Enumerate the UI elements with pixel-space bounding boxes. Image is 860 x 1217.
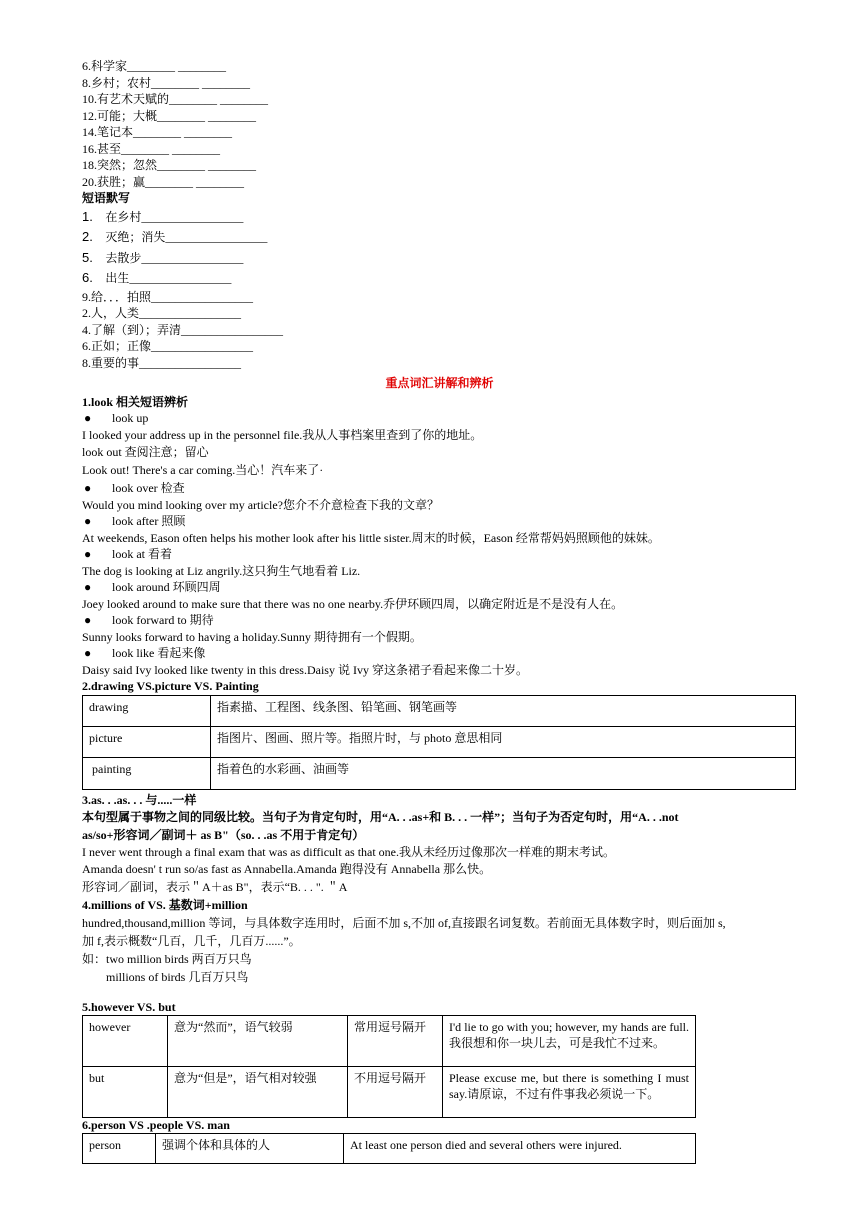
s3-example: I never went through a final exam that was as difficult as that one.我从未经历过像那次一样难的期末考试。	[82, 845, 616, 859]
s1-item: Look out! There's a car coming.当心！汽车来了·	[82, 463, 324, 477]
s1-item: The dog is looking at Liz angrily.这只狗生气地看着 Liz.	[82, 563, 361, 578]
s1-item: ● look forward to 期待	[84, 613, 214, 627]
table-cell: At least one person died and several others were injured.	[344, 1134, 696, 1164]
phrase-item: 4.了解（到）；弄清_________________	[82, 322, 284, 337]
s1-item: I looked your address up in the personnel file.我从人事档案里查到了你的地址。	[82, 427, 483, 442]
s1-item: Joey looked around to make sure that there was no one nearby.乔伊环顾四周，以确定附近是不是没有人在。	[82, 596, 624, 611]
table-cell: 意为“然而”，语气较弱	[168, 1016, 348, 1067]
table-cell: 强调个体和具体的人	[156, 1134, 344, 1164]
table-row	[83, 726, 796, 757]
table-row	[83, 695, 796, 726]
s6-table	[82, 1133, 696, 1164]
table-row	[83, 1134, 696, 1164]
vocab-item: 12.可能；大概________ ________	[82, 108, 257, 123]
table-cell: person	[83, 1134, 156, 1164]
s4-text: hundred,thousand,million 等词，与具体数字连用时，后面不加 s,不加 of,直接跟名词复数。若前面无具体数字时，则后面加 s,	[82, 916, 726, 930]
s3-title: 3.as. . .as. . . 与.....一样	[82, 792, 197, 807]
s1-item: ● look up	[84, 411, 149, 425]
bullet-icon: ●	[84, 580, 92, 594]
phrase-item: 6.正如；正像_________________	[82, 339, 254, 353]
s1-item: Daisy said Ivy looked like twenty in this dress.Daisy 说 Ivy 穿这条裙子看起来像二十岁。	[82, 662, 528, 677]
s3-example: 形容词／副词，表示＂A＋as B"，表示“B. . . ". ＂A	[82, 880, 348, 894]
vocab-item: 6.科学家________ ________	[82, 59, 227, 73]
phrase-heading: 短语默写	[82, 191, 131, 205]
table-row	[83, 1016, 696, 1067]
s1-item: look out 查阅注意；留心	[82, 445, 209, 459]
vocab-item: 20.获胜；赢________ ________	[82, 174, 245, 189]
s1-item: Would you mind looking over my article?您介不介意检查下我的文章？	[82, 497, 439, 512]
phrase-item: 2.人，人类_________________	[82, 306, 242, 320]
vocab-item: 8.乡村；农村________ ________	[82, 75, 251, 90]
phrase-item: 2. 灭绝；消失_________________	[82, 229, 268, 244]
s4-example: millions of birds 几百万只鸟	[106, 970, 249, 984]
table-cell: Please excuse me, but there is something I must say.请原谅，不过有件事我必须说一下。	[443, 1067, 696, 1118]
table-cell: 常用逗号隔开	[348, 1016, 443, 1067]
s1-item: ● look like 看起来像	[84, 646, 206, 660]
s3-rule: as/so+形容词／副词＋ as B"（so. . .as 不用于肯定句）	[82, 828, 365, 842]
bullet-icon: ●	[84, 613, 92, 627]
s4-title: 4.millions of VS. 基数词+million	[82, 898, 248, 912]
bullet-icon: ●	[84, 514, 92, 528]
s1-item: ● look at 看着	[84, 547, 172, 561]
table-cell: picture	[83, 726, 211, 757]
phrase-item: 9.给．．．拍照_________________	[82, 289, 254, 304]
table-cell: I'd lie to go with you; however, my hands are full.我很想和你一块儿去，可是我忙不过来。	[443, 1016, 696, 1067]
bullet-icon: ●	[84, 547, 92, 561]
vocab-item: 10.有艺术天赋的________ ________	[82, 92, 269, 106]
s6-title: 6.person VS .people VS. man	[82, 1118, 230, 1132]
table-row	[83, 1067, 696, 1118]
s1-item: ● look after 照顾	[84, 514, 186, 528]
s5-table	[82, 1015, 696, 1118]
s3-rule: 本句型属于事物之间的同级比较。当句子为肯定句时，用“A. . .as+和 B. . . 一样”；当句子为否定句时，用“A. . .not	[82, 810, 679, 824]
s2-table	[82, 695, 796, 790]
s1-item: At weekends, Eason often helps his mother look after his little sister.周末的时候，Eason 经常帮妈妈照顾他的妹妹。	[82, 530, 660, 545]
table-cell: 意为“但是”，语气相对较强	[168, 1067, 348, 1118]
phrase-item: 5. 去散步_________________	[82, 249, 244, 265]
s3-example: Amanda doesn' t run so/as fast as Annabella.Amanda 跑得没有 Annabella 那么快。	[82, 862, 492, 876]
table-cell: however	[83, 1016, 168, 1067]
s4-text: 加 f,表示概数“几百，几千，几百万......”。	[82, 934, 301, 948]
bullet-icon: ●	[84, 481, 92, 495]
phrase-item: 8.重要的事_________________	[82, 355, 242, 370]
bullet-icon: ●	[84, 646, 92, 660]
table-cell: painting	[83, 757, 211, 789]
s2-title: 2.drawing VS.picture VS. Painting	[82, 679, 259, 693]
table-cell: 指图片、图画、照片等。指照片时，与 photo 意思相同	[211, 726, 796, 757]
vocab-item: 14.笔记本________ ________	[82, 125, 233, 139]
bullet-icon: ●	[84, 411, 92, 425]
table-cell: 指着色的水彩画、油画等	[211, 757, 796, 789]
table-cell: but	[83, 1067, 168, 1118]
table-cell: 指素描、工程图、线条图、铅笔画、钢笔画等	[211, 695, 796, 726]
vocab-list	[82, 58, 797, 190]
s1-item: Sunny looks forward to having a holiday.Sunny 期待拥有一个假期。	[82, 629, 422, 644]
spacer	[82, 986, 797, 1000]
s4-example: 如：two million birds 两百万只鸟	[82, 952, 252, 966]
s5-title: 5.however VS. but	[82, 1000, 176, 1014]
table-row	[83, 757, 796, 789]
table-cell: drawing	[83, 695, 211, 726]
phrase-list	[82, 207, 797, 372]
vocab-item: 18.突然；忽然________ ________	[82, 158, 257, 172]
s1-item: ● look over 检查	[84, 481, 185, 495]
section-title: 重点词汇讲解和辨析	[385, 376, 494, 390]
phrase-item: 6. 出生_________________	[82, 270, 232, 285]
s1-title: 1.look 相关短语辨析	[82, 394, 189, 409]
phrase-item: 1. 在乡村_________________	[82, 208, 244, 224]
vocab-item: 16.甚至________ ________	[82, 141, 221, 156]
s1-item: ● look around 环顾四周	[84, 580, 221, 594]
table-cell: 不用逗号隔开	[348, 1067, 443, 1118]
document-page	[82, 58, 797, 1164]
